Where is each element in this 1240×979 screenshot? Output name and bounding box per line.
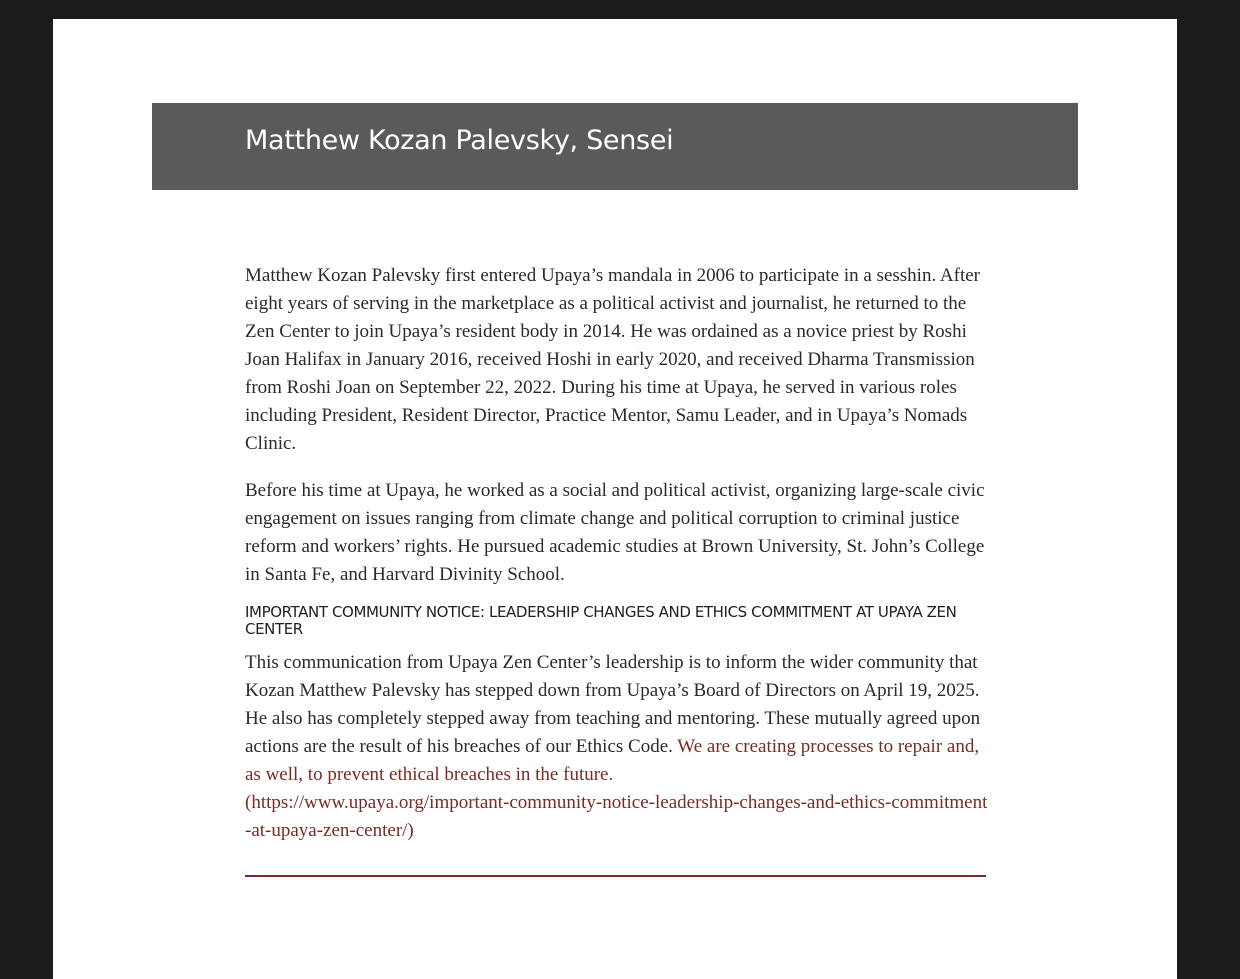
source-link[interactable]: (https://www.upaya.org/important-community-notice-leadership-changes-and-ethics-commitment-at-upaya-zen-center/) (245, 792, 988, 841)
notice-paragraph (245, 649, 990, 845)
notice-body: This communication from Upaya Zen Center’s leadership is to inform the wider community that Kozan Matthew Palevsky has stepped down from Upaya’s Board of Directors on April 19, 2025. He also has completely stepped away from teaching and mentoring. These mutually agreed upon actions are the result of his breaches of our Ethics Code. (245, 652, 981, 757)
section-divider (245, 875, 986, 877)
page-title: Matthew Kozan Palevsky, Sensei (245, 125, 674, 156)
bio-paragraph-1: Matthew Kozan Palevsky first entered Upaya’s mandala in 2006 to participate in a sesshin. After eight years of serving in the marketplace as a political activist and journalist, he returned to the Zen Center to join Upaya’s resident body in 2014. He was ordained as a novice priest by Roshi Joan Halifax in January 2016, received Hoshi in early 2020, and received Dharma Transmission from Roshi Joan on September 22, 2022. During his time at Upaya, he served in various roles including President, Resident Director, Practice Mentor, Samu Leader, and in Upaya’s Nomads Clinic. (245, 265, 980, 454)
notice-heading: IMPORTANT COMMUNITY NOTICE: LEADERSHIP CHANGES AND ETHICS COMMITMENT AT UPAYA ZEN CENTER (245, 603, 957, 638)
bio-paragraph-2: Before his time at Upaya, he worked as a social and political activist, organizing large-scale civic engagement on issues ranging from climate change and political corruption to criminal justice reform and workers’ rights. He pursued academic studies at Brown University, St. John’s College in Santa Fe, and Harvard Divinity School. (245, 480, 985, 585)
title-banner (152, 103, 1078, 190)
notice-highlight: We are creating processes to repair and, as well, to prevent ethical breaches in the future. (245, 736, 980, 785)
document-content (245, 262, 990, 845)
document-page (53, 19, 1177, 979)
